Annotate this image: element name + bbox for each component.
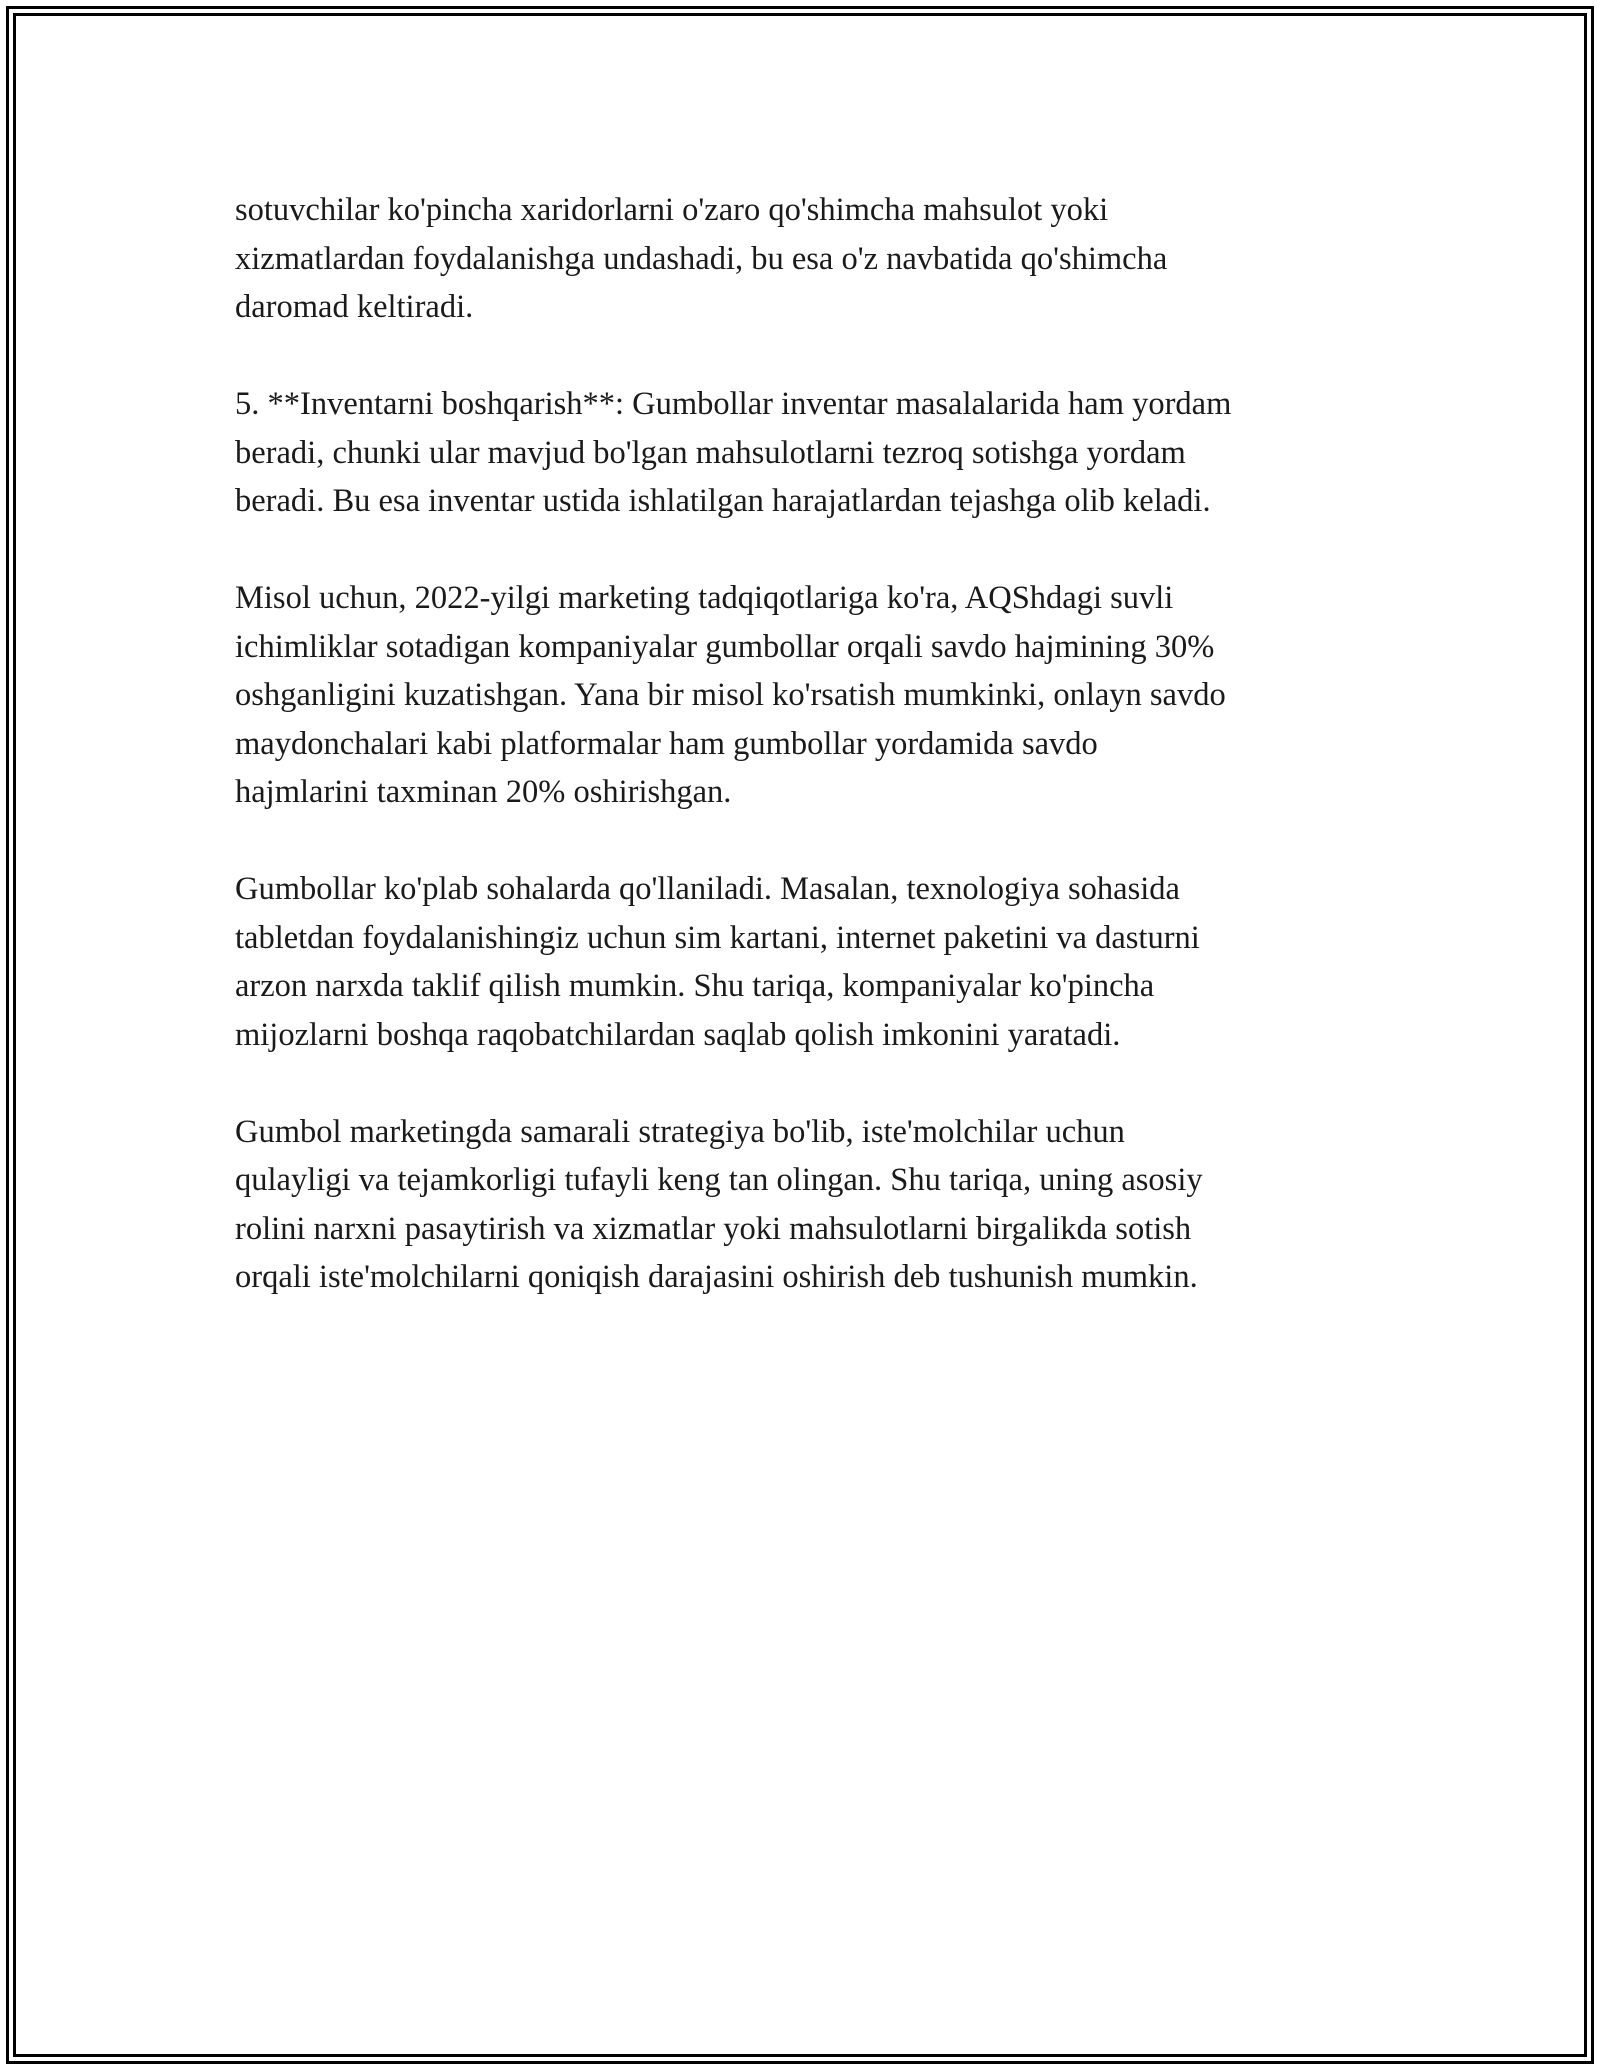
- paragraph-4: [235, 865, 1395, 1059]
- text-line: maydonchalari kabi platformalar ham gumbollar yordamida savdo: [235, 725, 1098, 762]
- text-line: 5. **Inventarni boshqarish**: Gumbollar inventar masalalarida ham yordam: [235, 386, 1232, 422]
- text-line: daromad keltiradi.: [235, 289, 474, 325]
- text-line: beradi. Bu esa inventar ustida ishlatilgan harajatlardan tejashga olib keladi.: [235, 483, 1211, 519]
- text-line: qulayligi va tejamkorligi tufayli keng tan olingan. Shu tariqa, uning asosiy: [235, 1162, 1203, 1198]
- text-line: tabletdan foydalanishingiz uchun sim kartani, internet paketini va dasturni: [235, 919, 1200, 956]
- text-line: Misol uchun, 2022-yilgi marketing tadqiqotlariga ko'ra, AQShdagi suvli: [235, 580, 1174, 616]
- text-line: hajmlarini taxminan 20% oshirishgan.: [235, 774, 732, 810]
- text-line: oshganligini kuzatishgan. Yana bir misol ko'rsatish mumkinki, onlayn savdo: [235, 677, 1226, 713]
- paragraph-2: [235, 380, 1395, 526]
- text-line: sotuvchilar ko'pincha xaridorlarni o'zaro qo'shimcha mahsulot yoki: [235, 192, 1109, 228]
- document-body: [235, 186, 1395, 1350]
- paragraph-1: [235, 186, 1395, 332]
- paragraph-5: [235, 1108, 1395, 1302]
- paragraph-3: [235, 574, 1395, 817]
- text-line: arzon narxda taklif qilish mumkin. Shu tariqa, kompaniyalar ko'pincha: [235, 968, 1155, 1004]
- text-line: xizmatlardan foydalanishga undashadi, bu esa o'z navbatida qo'shimcha: [235, 240, 1168, 277]
- text-line: Gumbol marketingda samarali strategiya bo'lib, iste'molchilar uchun: [235, 1113, 1125, 1150]
- text-line: ichimliklar sotadigan kompaniyalar gumbollar orqali savdo hajmining 30%: [235, 628, 1215, 665]
- text-line: orqali iste'molchilarni qoniqish darajasini oshirish deb tushunish mumkin.: [235, 1259, 1198, 1295]
- text-line: rolini narxni pasaytirish va xizmatlar yoki mahsulotlarni birgalikda sotish: [235, 1210, 1192, 1247]
- text-line: Gumbollar ko'plab sohalarda qo'llaniladi. Masalan, texnologiya sohasida: [235, 871, 1180, 907]
- text-line: mijozlarni boshqa raqobatchilardan saqlab qolish imkonini yaratadi.: [235, 1016, 1121, 1053]
- text-line: beradi, chunki ular mavjud bo'lgan mahsulotlarni tezroq sotishga yordam: [235, 434, 1186, 471]
